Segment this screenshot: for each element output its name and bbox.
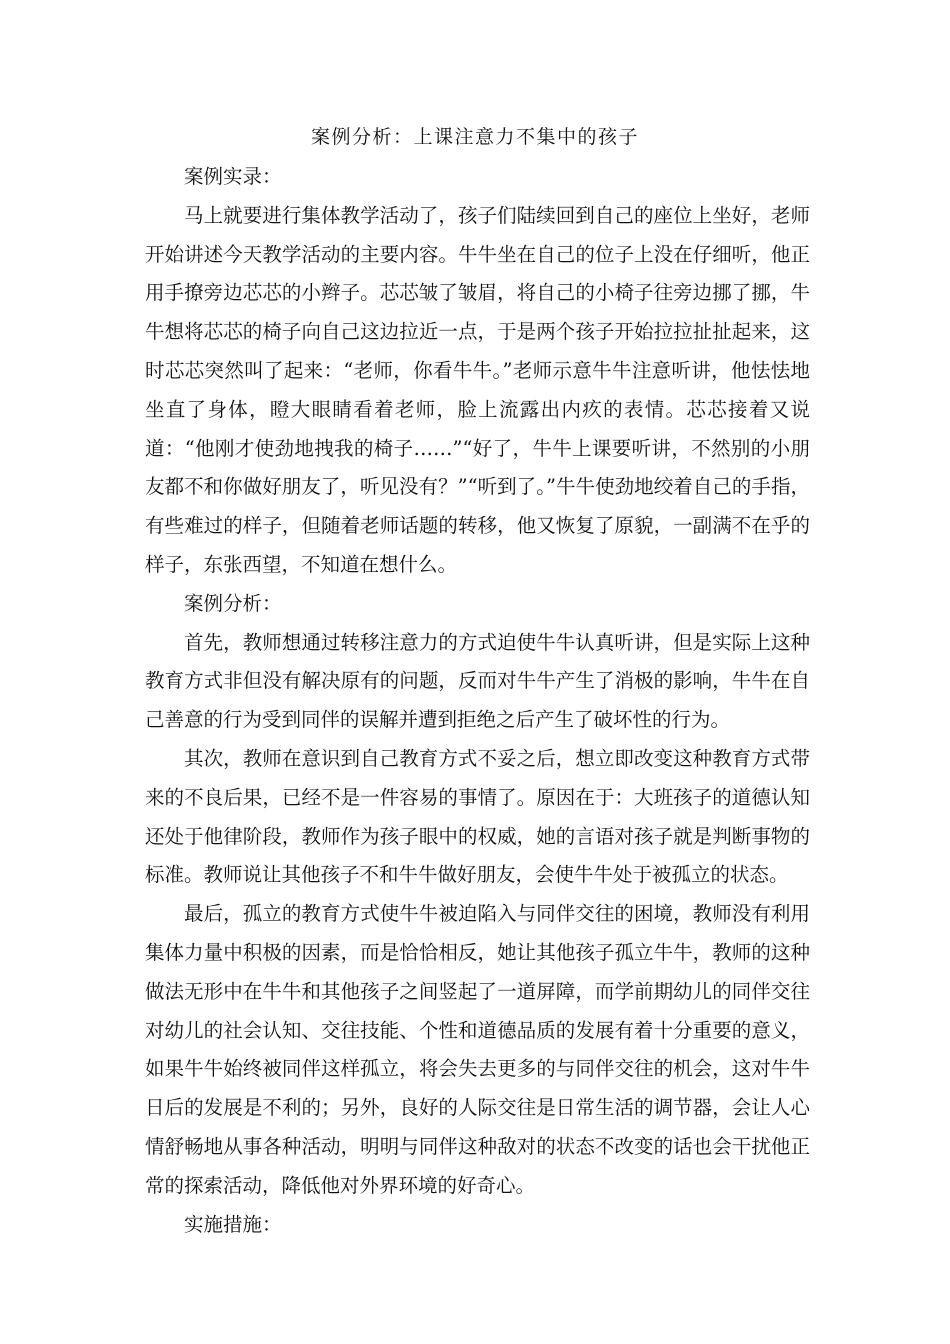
heading-measures: 实施措施： xyxy=(184,1212,282,1236)
document-body xyxy=(145,158,810,1244)
heading-case-analysis: 案例分析： xyxy=(184,591,282,615)
heading-case-record: 案例实录： xyxy=(184,165,282,188)
paragraph-analysis-second: 其次，教师在意识到自己教育方式不妥之后，想立即改变这种教育方式带来的不良后果，已经不是一件容易的事情了。原因在于：大班孩子的道德认知还处于他律阶段，教师作为孩子眼中的权威，她的言语对孩子就是判断事物的标准。教师说让其他孩子不和牛牛做好朋友，会使牛牛处于被孤立的状态。 xyxy=(145,746,810,887)
paragraph-case-record: 马上就要进行集体教学活动了，孩子们陆续回到自己的座位上坐好，老师开始讲述今天教学活动的主要内容。牛牛坐在自己的位子上没在仔细听，他正用手撩旁边芯芯的小辫子。芯芯皱了皱眉，将自己的小椅子往旁边挪了挪，牛牛想将芯芯的椅子向自己这边拉近一点，于是两个孩子开始拉拉扯扯起来，这时芯芯突然叫了起来：“老师，你看牛牛。”老师示意牛牛注意听讲，他怯怯地坐直了身体，瞪大眼睛看着老师，脸上流露出内疚的表情。芯芯接着又说道：“他刚才使劲地拽我的椅子……”“好了，牛牛上课要听讲，不然别的小朋友都不和你做好朋友了，听见没有？”“听到了。”牛牛使劲地绞着自己的手指，有些难过的样子，但随着老师话题的转移，他又恢复了原貌，一副满不在乎的样子，东张西望，不知道在想什么。 xyxy=(145,203,810,576)
paragraph-analysis-first: 首先，教师想通过转移注意力的方式迫使牛牛认真听讲，但是实际上这种教育方式非但没有解决原有的问题，反而对牛牛产生了消极的影响，牛牛在自己善意的行为受到同伴的误解并遭到拒绝之后产生了破坏性的行为。 xyxy=(145,630,810,732)
document-title: 案例分析：上课注意力不集中的孩子 xyxy=(310,126,639,148)
paragraph-analysis-last: 最后，孤立的教育方式使牛牛被迫陷入与同伴交往的困境，教师没有利用集体力量中积极的因素，而是恰恰相反，她让其他孩子孤立牛牛，教师的这种做法无形中在牛牛和其他孩子之间竖起了一道屏障，而学前期幼儿的同伴交往对幼儿的社会认知、交往技能、个性和道德品质的发展有着十分重要的意义，如果牛牛始终被同伴这样孤立，将会失去更多的与同伴交往的机会，这对牛牛日后的发展是不利的；另外，良好的人际交往是日常生活的调节器，会让人心情舒畅地从事各种活动，明明与同伴这种敌对的状态不改变的话也会干扰他正常的探索活动，降低他对外界环境的好奇心。 xyxy=(145,902,810,1197)
